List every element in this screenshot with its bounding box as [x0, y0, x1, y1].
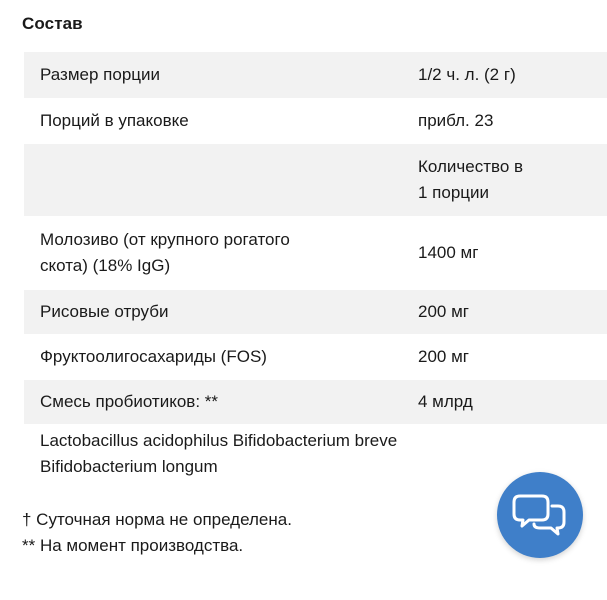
table-row	[24, 380, 607, 424]
row-name: Фруктоолигосахариды (FOS)	[40, 347, 267, 366]
footnote-daily-value: † Суточная норма не определена.	[22, 510, 292, 529]
row-value: 1400 мг	[418, 243, 479, 262]
row-name: Молозиво (от крупного рогатого скота) (18% IgG)	[40, 230, 290, 275]
row-value: 200 мг	[418, 302, 469, 321]
table-row	[24, 290, 607, 334]
footnotes	[22, 507, 292, 559]
table-row	[24, 52, 607, 98]
table-row	[24, 144, 607, 216]
footnote-manufacture: ** На момент производства.	[22, 536, 244, 555]
row-value: 1/2 ч. л. (2 г)	[418, 65, 516, 84]
chat-bubbles-icon	[512, 490, 568, 540]
row-name: Порций в упаковке	[40, 111, 189, 130]
row-value: Количество в 1 порции	[418, 157, 524, 202]
chat-button[interactable]	[497, 472, 583, 558]
row-name: Смесь пробиотиков: **	[40, 392, 219, 411]
row-name: Размер порции	[40, 65, 160, 84]
row-value: 4 млрд	[418, 392, 473, 411]
supplement-facts-table	[24, 52, 607, 424]
row-value: 200 мг	[418, 347, 469, 366]
row-value: прибл. 23	[418, 111, 494, 130]
section-title: Состав	[22, 14, 83, 33]
table-row	[24, 334, 607, 380]
row-name: Рисовые отруби	[40, 302, 169, 321]
table-row	[24, 216, 607, 290]
table-row	[24, 98, 607, 144]
probiotic-strains: Lactobacillus acidophilus Bifidobacterium breve Bifidobacterium longum	[40, 431, 398, 476]
